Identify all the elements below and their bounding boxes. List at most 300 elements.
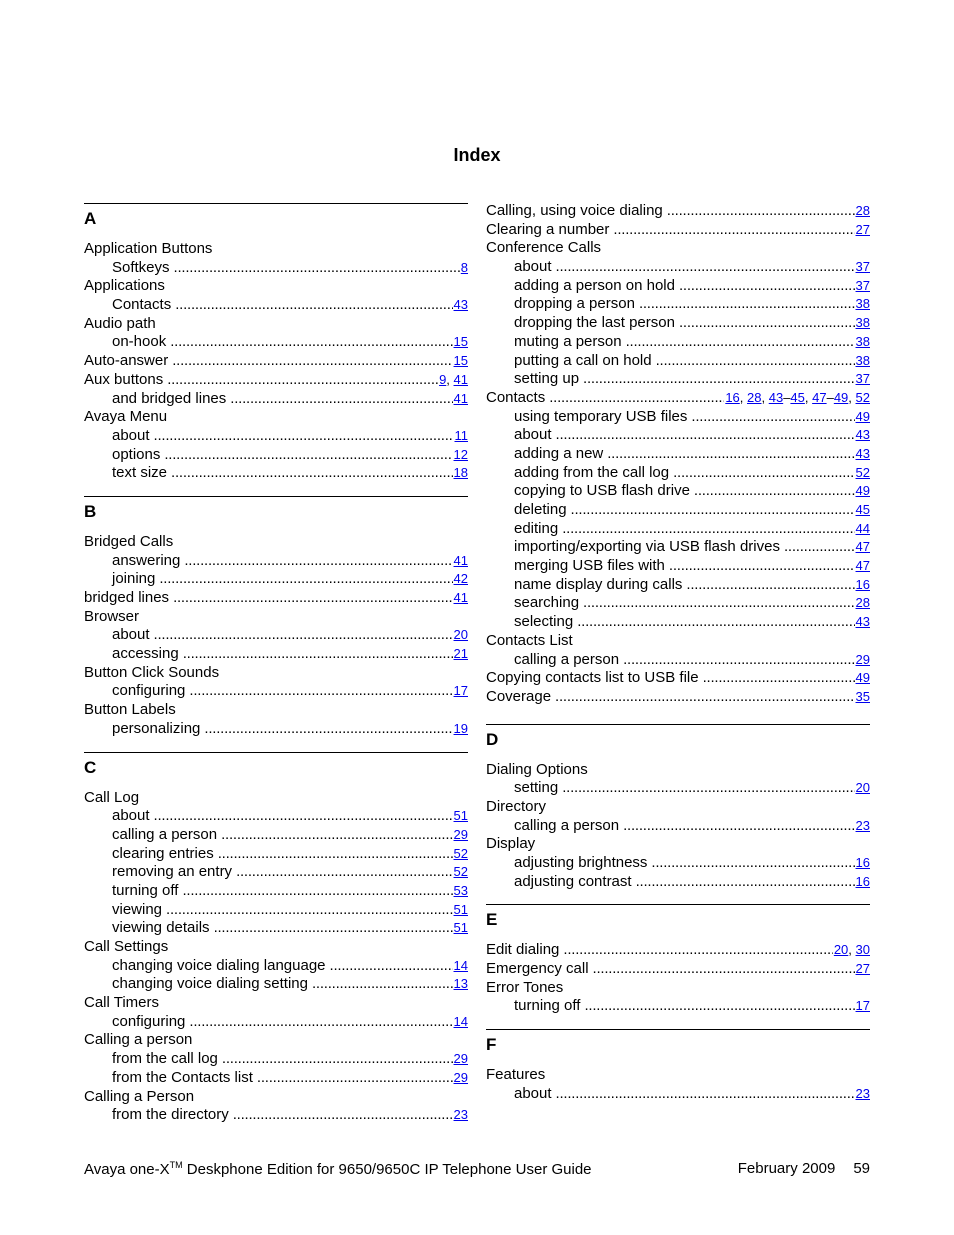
dot-leader (166, 901, 453, 920)
page-references (725, 389, 870, 408)
page-references (856, 501, 870, 520)
page-references (454, 901, 468, 920)
page-separator: – (826, 389, 834, 405)
entry-label: bridged lines (84, 589, 170, 606)
entry-label: Features (486, 1066, 546, 1084)
page-link[interactable]: 17 (453, 683, 468, 699)
page-references (454, 682, 468, 701)
index-subentry (84, 720, 468, 739)
index-subentry (84, 333, 468, 352)
entry-label: about (112, 807, 150, 825)
page-references (454, 645, 468, 664)
page-link[interactable]: 20 (833, 942, 849, 958)
page-link[interactable]: 15 (453, 334, 468, 350)
index-subentry (486, 873, 870, 892)
page-references (454, 1069, 468, 1088)
entry-label: calling a person (514, 650, 620, 668)
entry-label: answering (112, 551, 181, 569)
page-link[interactable]: 14 (453, 957, 468, 973)
page-link[interactable]: 49 (833, 389, 849, 405)
page-link[interactable]: 41 (453, 590, 468, 605)
page-references (834, 941, 870, 960)
dot-leader (257, 1069, 453, 1088)
dot-leader (174, 259, 460, 278)
page-link[interactable]: 29 (453, 1069, 468, 1085)
section-letter: A (84, 209, 97, 228)
dot-leader (170, 333, 452, 352)
page-references (454, 807, 468, 826)
page-link[interactable]: 37 (855, 259, 870, 275)
dot-leader (183, 645, 453, 664)
section-letter: E (486, 910, 498, 930)
index-entry (84, 994, 468, 1013)
entry-label: adjusting contrast (514, 872, 632, 890)
entry-label: Contacts (486, 388, 546, 406)
dot-leader (639, 295, 855, 314)
page-link[interactable]: 43 (855, 427, 870, 443)
page-references (856, 277, 870, 296)
entry-label: Calling, using voice dialing (486, 202, 663, 219)
footer-document-title (84, 1160, 592, 1178)
page-link[interactable]: 29 (453, 826, 468, 842)
page-references (856, 314, 870, 333)
page-link[interactable]: 38 (855, 333, 870, 349)
index-subentry (84, 552, 468, 571)
index-entry (84, 240, 468, 259)
entry-label: deleting (514, 501, 567, 518)
index-subentry (84, 296, 468, 315)
page-link[interactable]: 27 (855, 961, 870, 977)
dot-leader (583, 370, 854, 389)
index-entry (84, 1031, 468, 1050)
page-separator: – (783, 389, 791, 405)
dot-leader (703, 669, 855, 688)
page-link[interactable]: 17 (855, 998, 870, 1014)
page-link[interactable]: 9 (439, 371, 447, 387)
page-link[interactable]: 23 (453, 1107, 468, 1123)
index-entry (486, 389, 870, 408)
entry-label: Button Labels (84, 701, 176, 719)
page-link[interactable]: 23 (855, 817, 870, 833)
dot-leader (173, 589, 452, 608)
page-link[interactable]: 47 (812, 389, 827, 405)
page-link[interactable]: 49 (855, 483, 870, 499)
index-entry (486, 632, 870, 651)
page-references (856, 352, 870, 371)
entry-label: Display (486, 835, 536, 853)
index-entry (486, 669, 870, 688)
page-link[interactable]: 47 (855, 558, 870, 574)
index-subentry (486, 333, 870, 352)
dot-leader (623, 817, 854, 836)
page-link[interactable]: 28 (855, 595, 870, 611)
page-references (439, 371, 468, 390)
entry-label: and bridged lines (112, 389, 227, 407)
page-references (454, 570, 468, 589)
index-section-c (84, 752, 468, 1125)
page-references (454, 446, 468, 465)
page-references (856, 520, 870, 539)
page-link[interactable]: 19 (453, 720, 468, 736)
entry-label: Calling a person (84, 1031, 193, 1049)
entry-label: adding a person on hold (514, 276, 675, 294)
page-references (856, 997, 870, 1016)
index-column-right (486, 202, 870, 1117)
entry-label: putting a call on hold (514, 351, 652, 369)
dot-leader (607, 445, 854, 464)
page-link[interactable]: 52 (453, 864, 468, 880)
page-references (454, 352, 468, 371)
page-link[interactable]: 29 (453, 1051, 468, 1067)
entry-label: changing voice dialing language (112, 956, 326, 974)
dot-leader (562, 520, 854, 539)
footer-date: February 2009 (737, 1160, 836, 1177)
index-subentry (486, 594, 870, 613)
page-link[interactable]: 28 (855, 203, 870, 218)
dot-leader (584, 997, 854, 1016)
page-references (454, 1013, 468, 1032)
dot-leader (233, 1106, 453, 1125)
entry-label: clearing entries (112, 844, 214, 862)
entry-label: Applications (84, 277, 165, 295)
page-link[interactable]: 20 (453, 627, 468, 643)
index-entry (486, 221, 870, 240)
index-section-e (486, 904, 870, 1016)
page-link[interactable]: 16 (855, 873, 870, 889)
entry-label: accessing (112, 645, 179, 663)
index-subentry (486, 370, 870, 389)
dot-leader (562, 779, 854, 798)
page-link[interactable]: 38 (855, 315, 870, 331)
index-subentry (84, 826, 468, 845)
index-entry (486, 941, 870, 960)
page-link[interactable]: 28 (747, 389, 762, 405)
entry-label: Audio path (84, 314, 156, 332)
dot-leader (555, 688, 854, 707)
entry-label: using temporary USB files (514, 407, 688, 425)
dot-leader (330, 957, 453, 976)
entry-label: searching (514, 594, 580, 612)
page-link[interactable]: 44 (855, 520, 870, 536)
entry-label: options (112, 445, 161, 463)
page-link[interactable]: 30 (855, 942, 870, 958)
entry-label: Calling a Person (84, 1087, 195, 1105)
footer-right (720, 1160, 870, 1178)
entry-label: changing voice dialing setting (112, 975, 308, 993)
page-link[interactable]: 27 (855, 221, 870, 237)
dot-leader (236, 863, 452, 882)
page-link[interactable]: 52 (453, 845, 468, 861)
index-entry (486, 835, 870, 854)
dot-leader (593, 960, 855, 979)
entry-label: Call Settings (84, 938, 169, 955)
entry-label: importing/exporting via USB flash drives (514, 538, 780, 556)
page-separator: , (446, 371, 454, 387)
index-subentry (486, 1085, 870, 1104)
index-subentry (84, 446, 468, 465)
entry-label: configuring (112, 1012, 186, 1030)
dot-leader (154, 427, 454, 446)
page-link[interactable]: 41 (453, 552, 468, 568)
page-references (856, 854, 870, 873)
entry-label: Avaya Menu (84, 408, 168, 426)
index-subentry (84, 901, 468, 920)
index-subentry (486, 817, 870, 836)
dot-leader (679, 314, 855, 333)
index-entry (486, 979, 870, 998)
page-link[interactable]: 37 (855, 277, 870, 293)
dot-leader (221, 826, 452, 845)
page-link[interactable]: 45 (855, 502, 870, 517)
page-link[interactable]: 51 (453, 920, 468, 936)
footer-title-text: Avaya one-X (84, 1161, 170, 1178)
index-column-left (84, 203, 468, 1138)
page-link[interactable]: 53 (453, 882, 468, 898)
section-letter: D (486, 729, 499, 749)
page-link[interactable]: 16 (725, 389, 740, 405)
page-references (454, 1106, 468, 1125)
page-link[interactable]: 18 (453, 465, 468, 481)
index-subentry (84, 259, 468, 278)
page-link[interactable]: 21 (453, 646, 468, 662)
page-link[interactable]: 49 (855, 670, 870, 686)
page-references (454, 826, 468, 845)
dot-leader (691, 408, 854, 427)
dot-leader (172, 352, 452, 371)
page-references (454, 333, 468, 352)
index-subentry (486, 651, 870, 670)
page-references (461, 259, 468, 278)
entry-label: dropping a person (514, 295, 635, 313)
index-entry (486, 798, 870, 817)
page-references (454, 845, 468, 864)
page-references (454, 720, 468, 739)
page-link[interactable]: 52 (855, 464, 870, 480)
index-subentry (84, 626, 468, 645)
dot-leader (686, 576, 854, 595)
page-references (856, 1085, 870, 1104)
dot-leader (171, 464, 453, 483)
page-references (856, 873, 870, 892)
page-link[interactable]: 41 (453, 371, 468, 387)
index-entry (84, 589, 468, 608)
index-subentry (84, 845, 468, 864)
entry-label: about (514, 426, 552, 444)
index-entry (84, 1088, 468, 1107)
page-references (856, 594, 870, 613)
page-link[interactable]: 43 (855, 614, 870, 630)
page-link[interactable]: 41 (453, 390, 468, 406)
entry-label: removing an entry (112, 863, 233, 881)
dot-leader (613, 221, 854, 240)
page-references (856, 613, 870, 632)
page-link[interactable]: 16 (855, 576, 870, 592)
entry-label: calling a person (514, 816, 620, 834)
index-subentry (84, 570, 468, 589)
index-subentry (486, 258, 870, 277)
dot-leader (626, 333, 855, 352)
page-references (856, 669, 870, 688)
index-subentry (486, 557, 870, 576)
dot-leader (204, 720, 452, 739)
page-separator: , (739, 389, 748, 405)
entry-label: Browser (84, 607, 140, 625)
page-link[interactable]: 11 (454, 427, 468, 443)
entry-label: configuring (112, 682, 186, 700)
footer-title-rest: Deskphone Edition for 9650/9650C IP Telephone User Guide (182, 1161, 592, 1178)
dot-leader (679, 277, 855, 296)
page-references (455, 427, 469, 446)
entry-label: from the call log (112, 1050, 218, 1068)
dot-leader (563, 941, 832, 960)
index-subentry (84, 919, 468, 938)
index-subentry (486, 501, 870, 520)
page-link[interactable]: 43 (768, 389, 784, 405)
section-letter: F (486, 1035, 497, 1055)
page-references (454, 390, 468, 409)
page-link[interactable]: 23 (855, 1085, 870, 1101)
entry-label: setting up (514, 370, 580, 388)
page-link[interactable]: 38 (855, 352, 870, 368)
dot-leader (651, 854, 854, 873)
index-subentry (486, 408, 870, 427)
index-subentry (84, 807, 468, 826)
dot-leader (312, 975, 453, 994)
index-subentry (84, 882, 468, 901)
index-entry (84, 701, 468, 720)
entry-label: Coverage (486, 687, 552, 705)
entry-label: viewing details (112, 919, 210, 937)
page-title: Index (453, 145, 501, 165)
index-section-a (84, 203, 468, 483)
dot-leader (669, 557, 855, 576)
page-link[interactable]: 43 (855, 445, 870, 461)
index-subentry (84, 975, 468, 994)
entry-label: personalizing (112, 719, 201, 737)
page-references (856, 779, 870, 798)
index-subentry (84, 1069, 468, 1088)
dot-leader (656, 352, 855, 371)
index-subentry (486, 779, 870, 798)
index-entry (84, 315, 468, 334)
entry-label: copying to USB flash drive (514, 482, 690, 500)
index-entry (84, 408, 468, 427)
page-link[interactable]: 13 (453, 976, 468, 992)
page-link[interactable]: 51 (453, 901, 468, 917)
index-subentry (84, 427, 468, 446)
index-subentry (486, 295, 870, 314)
page-link[interactable]: 47 (855, 539, 870, 555)
entry-label: Emergency call (486, 960, 589, 978)
page-separator: , (848, 942, 856, 958)
entry-label: Application Buttons (84, 240, 213, 257)
entry-label: joining (112, 570, 156, 588)
page-link[interactable]: 43 (453, 297, 468, 313)
entry-label: muting a person (514, 332, 622, 350)
entry-label: Contacts List (486, 631, 573, 649)
index-subentry (84, 957, 468, 976)
page-link[interactable]: 49 (855, 408, 870, 424)
page-link[interactable]: 35 (855, 688, 870, 704)
page-link[interactable]: 20 (855, 780, 870, 796)
page-references (454, 589, 468, 608)
index-section-continued (486, 202, 870, 707)
entry-label: about (514, 258, 552, 276)
page-link[interactable]: 14 (453, 1013, 468, 1029)
index-entry (84, 608, 468, 627)
page-link[interactable]: 16 (855, 855, 870, 870)
dot-leader (189, 682, 452, 701)
entry-label: about (514, 1084, 552, 1102)
dot-leader (164, 446, 452, 465)
entry-label: Call Log (84, 788, 140, 806)
dot-leader (556, 426, 855, 445)
dot-leader (154, 807, 453, 826)
index-entry (486, 688, 870, 707)
dot-leader (571, 501, 855, 520)
index-subentry (84, 1106, 468, 1125)
index-subentry (486, 352, 870, 371)
dot-leader (159, 570, 452, 589)
index-subentry (486, 464, 870, 483)
index-subentry (486, 277, 870, 296)
entry-label: from the directory (112, 1106, 229, 1124)
dot-leader (784, 538, 855, 557)
index-entry (486, 761, 870, 780)
entry-label: selecting (514, 613, 574, 631)
page-link[interactable]: 51 (453, 808, 468, 824)
page-link[interactable]: 15 (453, 353, 468, 369)
dot-leader (154, 626, 453, 645)
page-link[interactable]: 8 (460, 259, 468, 275)
dot-leader (673, 464, 854, 483)
index-section-b (84, 496, 468, 739)
entry-label: about (112, 626, 150, 644)
entry-label: Aux buttons (84, 370, 164, 388)
index-entry (84, 371, 468, 390)
page-references (856, 817, 870, 836)
dot-leader (230, 390, 452, 409)
page-link[interactable]: 52 (855, 389, 870, 405)
entry-label: turning off (514, 997, 581, 1015)
dot-leader (667, 202, 855, 221)
page-link[interactable]: 12 (453, 446, 468, 462)
page-link[interactable]: 42 (453, 571, 468, 587)
page-link[interactable]: 37 (855, 371, 870, 387)
entry-label: adding from the call log (514, 463, 670, 481)
index-subentry (84, 863, 468, 882)
section-letter: C (84, 757, 97, 777)
page-link[interactable]: 38 (855, 296, 870, 312)
page-separator: , (761, 389, 769, 405)
page-references (454, 975, 468, 994)
page-link[interactable]: 29 (855, 651, 870, 667)
entry-label: Softkeys (112, 258, 170, 276)
index-subentry (486, 538, 870, 557)
entry-label: Call Timers (84, 994, 160, 1012)
page-footer (84, 1160, 870, 1178)
index-subentry (486, 314, 870, 333)
entry-label: Edit dialing (486, 941, 560, 959)
entry-label: Clearing a number (486, 220, 610, 238)
page-link[interactable]: 45 (790, 389, 805, 405)
entry-label: name display during calls (514, 575, 683, 593)
page-references (856, 408, 870, 427)
entry-label: dropping the last person (514, 314, 675, 332)
index-entry (486, 202, 870, 221)
dot-leader (222, 1050, 453, 1069)
entry-label: Dialing Options (486, 760, 588, 778)
